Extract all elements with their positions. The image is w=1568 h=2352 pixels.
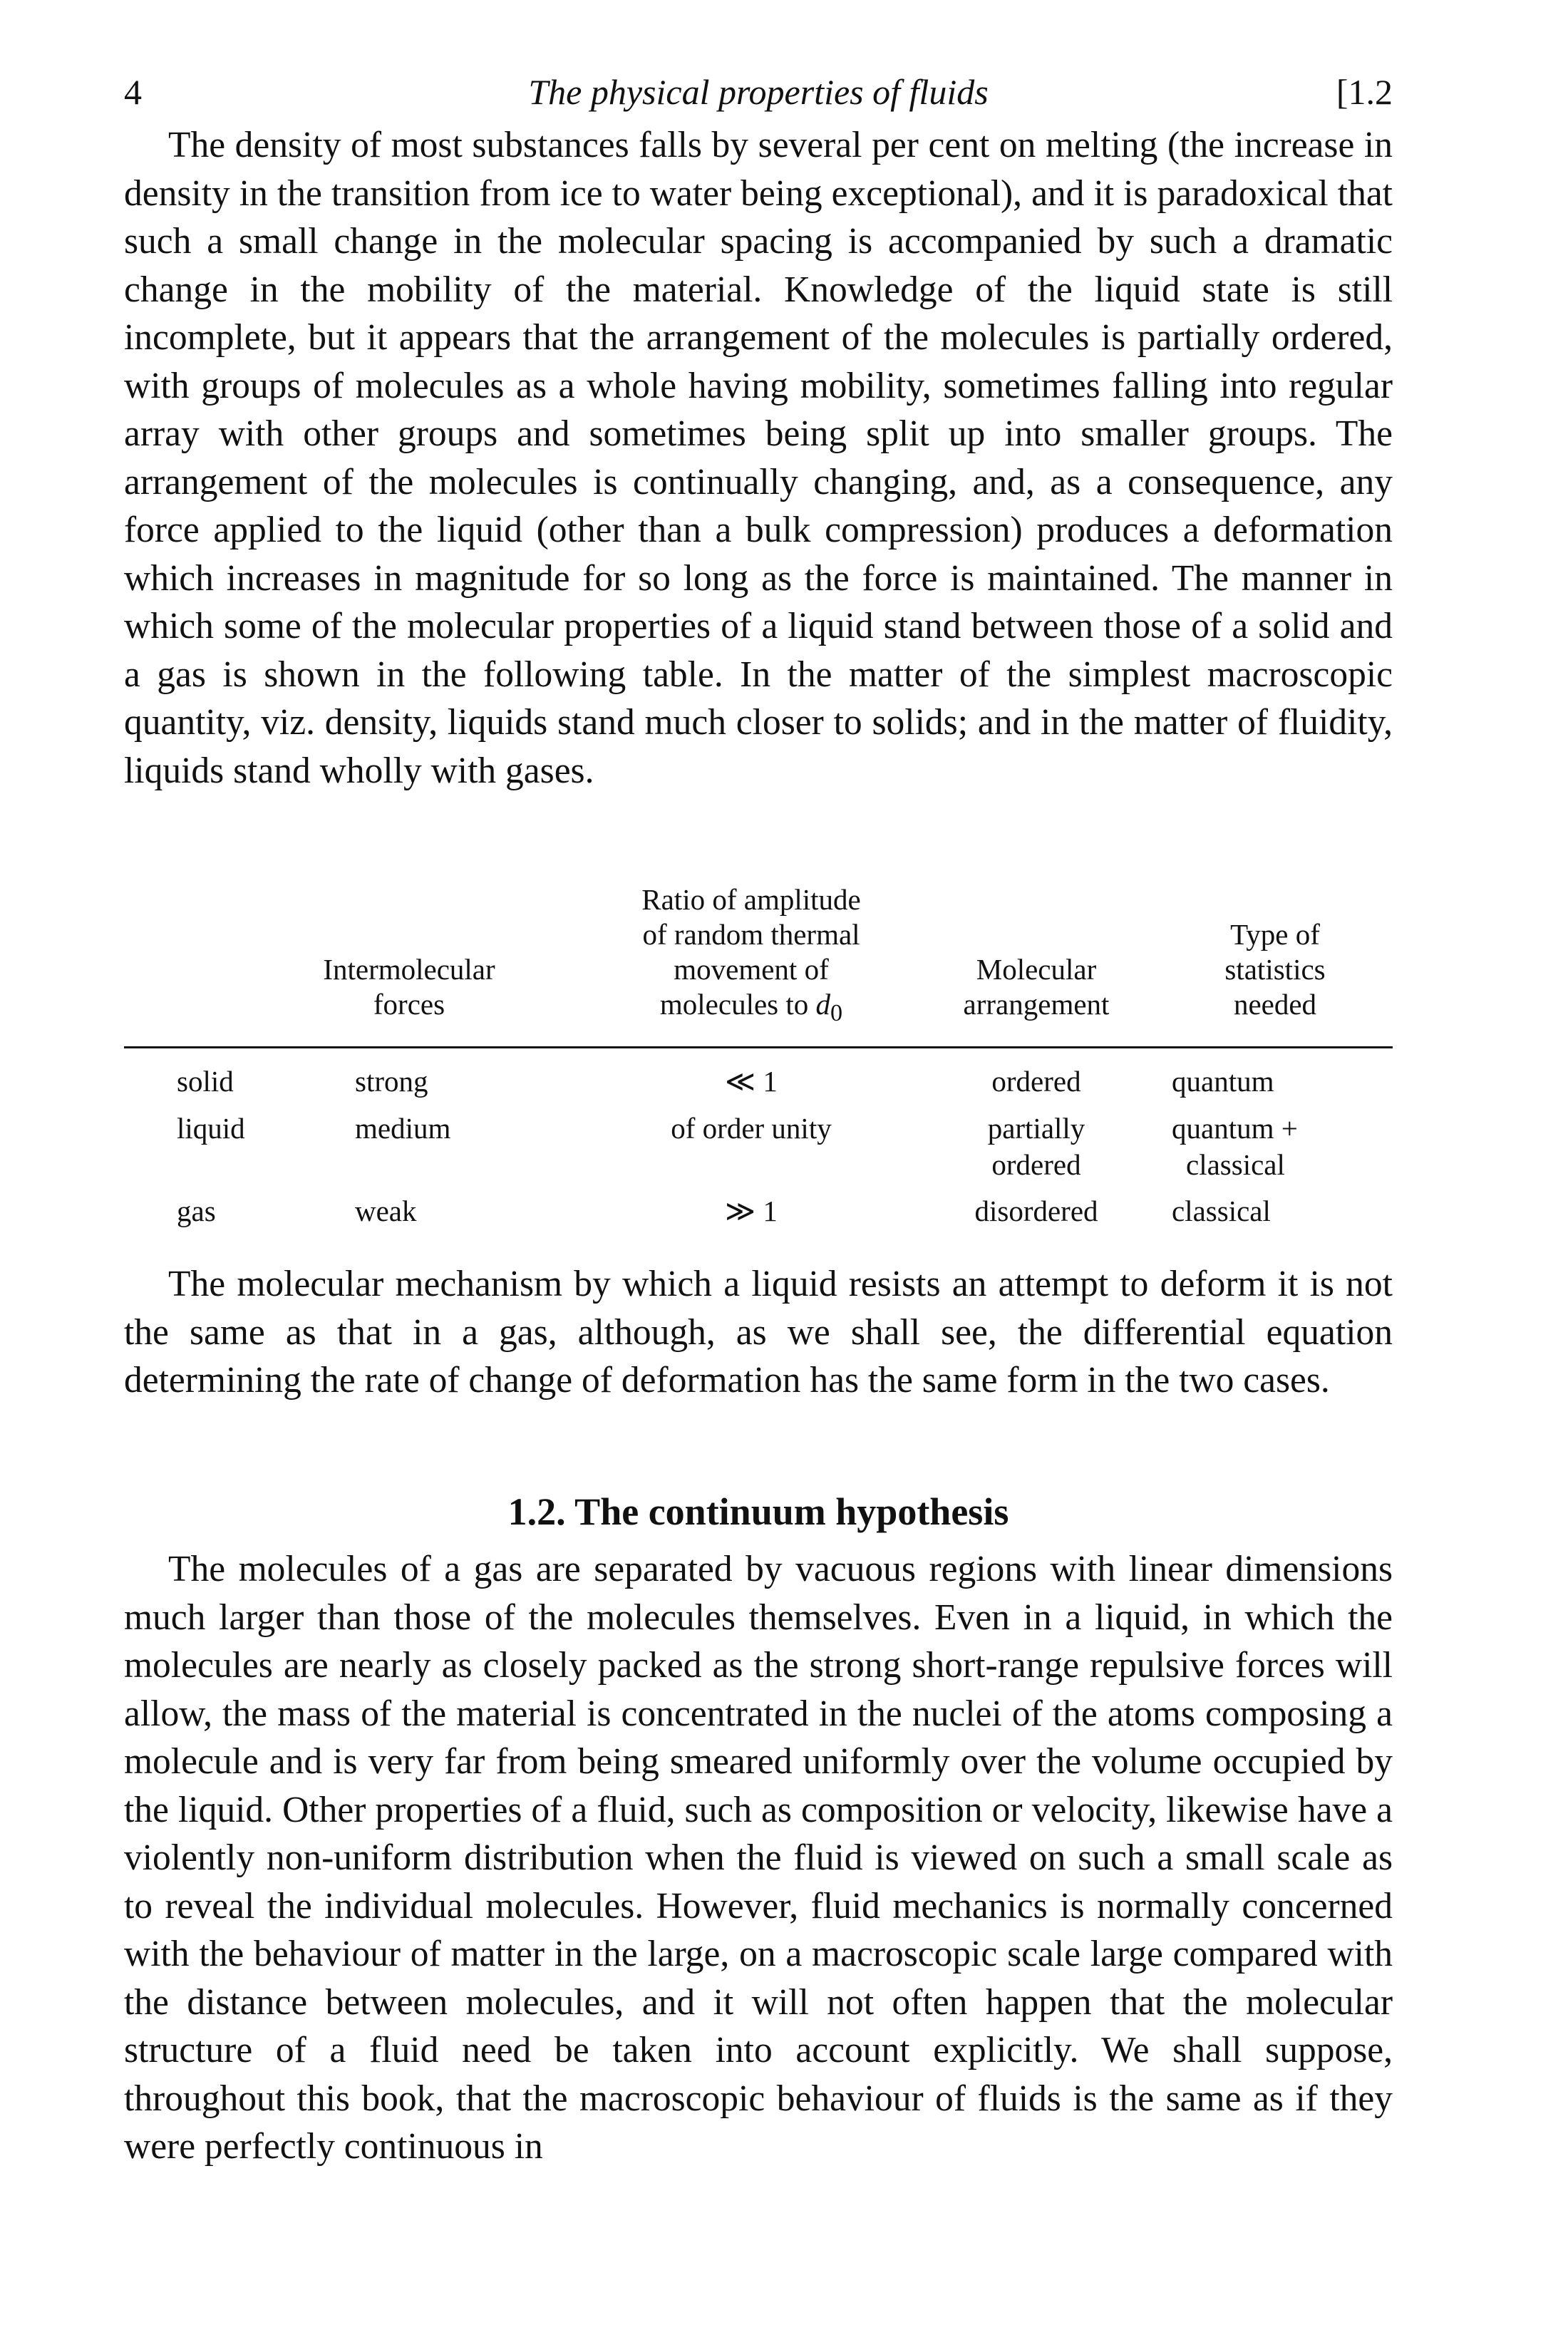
row-gas-arrangement: disordered bbox=[974, 1195, 1098, 1227]
running-header bbox=[124, 71, 1393, 121]
row-liquid-ratio: of order unity bbox=[671, 1112, 832, 1145]
row-solid-statistics: quantum bbox=[1172, 1065, 1274, 1098]
header-statistics: Type of statistics needed bbox=[1224, 918, 1326, 1021]
paragraph-continuum: The molecules of a gas are separated by vacuous regions with linear dimensions much larger than those of the molecules themselves. Even in a liquid, in which the molecules are nearly as closely packed as the strong short-range repulsive forces will allow, the mass of the material is concentrated in the nuclei of the atoms composing a molecule and is very far from being smeared uniformly over the volume occupied by the liquid. Other properties of a fluid, such as composition or velocity, likewise have a violently non-uniform distribution when the fluid is viewed on such a small scale as to reveal the individual molecules. However, fluid mechanics is normally concerned with the behaviour of matter in the large, on a macroscopic scale large compared with the distance between molecules, and it will not often happen that the molecular structure of a fluid need be taken into account explicitly. We shall suppose, throughout this book, that the macroscopic behaviour of fluids is the same as if they were perfectly continuous in bbox=[124, 1549, 1393, 2167]
running-title: The physical properties of fluids bbox=[528, 72, 989, 112]
header-molecular-arrangement: Molecular arrangement bbox=[963, 953, 1110, 1021]
page-number: 4 bbox=[124, 72, 142, 112]
molecular-properties-table bbox=[124, 877, 1393, 1247]
row-solid-ratio: ≪ 1 bbox=[725, 1065, 778, 1098]
row-gas-statistics: classical bbox=[1172, 1195, 1271, 1227]
row-gas-forces: weak bbox=[355, 1195, 417, 1227]
row-liquid-arrangement: partially ordered bbox=[987, 1112, 1085, 1181]
table-rule bbox=[124, 1046, 1393, 1048]
row-gas-state: gas bbox=[177, 1195, 216, 1227]
header-amplitude-ratio: Ratio of amplitude of random thermal movement of molecules to $d_0$ bbox=[641, 883, 861, 1027]
row-gas-ratio: ≫ 1 bbox=[725, 1195, 778, 1227]
paragraph-molecular-mechanism: The molecular mechanism by which a liquid resists an attempt to deform it is not the same as that in a gas, although, as we shall see, the differential equation determining the rate of change of deformation has the same form in the two cases. bbox=[124, 1264, 1393, 1401]
section-heading: 1.2. The continuum hypothesis bbox=[507, 1490, 1009, 1533]
paragraph-liquid-state: The density of most substances falls by several per cent on melting (the increase in density in the transition from ice to water being exceptional), and it is paradoxical that such a small change in the molecular spacing is accompanied by such a dramatic change in the mobility of the material. Knowledge of the liquid state is still incomplete, but it appears that the arrangement of the molecules is partially ordered, with groups of molecules as a whole having mobility, sometimes falling into regular array with other groups and sometimes being split up into smaller groups. The arrangement of the molecules is continually changing, and, as a consequence, any force applied to the liquid (other than a bulk compression) produces a deformation which increases in magnitude for so long as the force is maintained. The manner in which some of the molecular properties of a liquid stand between those of a solid and a gas is shown in the following table. In the matter of the simplest macroscopic quantity, viz. density, liquids stand much closer to solids; and in the matter of fluidity, liquids stand wholly with gases. bbox=[124, 125, 1393, 791]
row-liquid-statistics: quantum + classical bbox=[1172, 1112, 1298, 1181]
section-reference: [1.2 bbox=[1336, 72, 1393, 112]
row-solid-arrangement: ordered bbox=[991, 1065, 1081, 1098]
header-intermolecular-forces: Intermolecular forces bbox=[323, 953, 495, 1021]
row-solid-state: solid bbox=[177, 1065, 234, 1098]
row-solid-forces: strong bbox=[355, 1065, 428, 1098]
row-liquid-state: liquid bbox=[177, 1112, 245, 1145]
row-liquid-forces: medium bbox=[355, 1112, 451, 1145]
